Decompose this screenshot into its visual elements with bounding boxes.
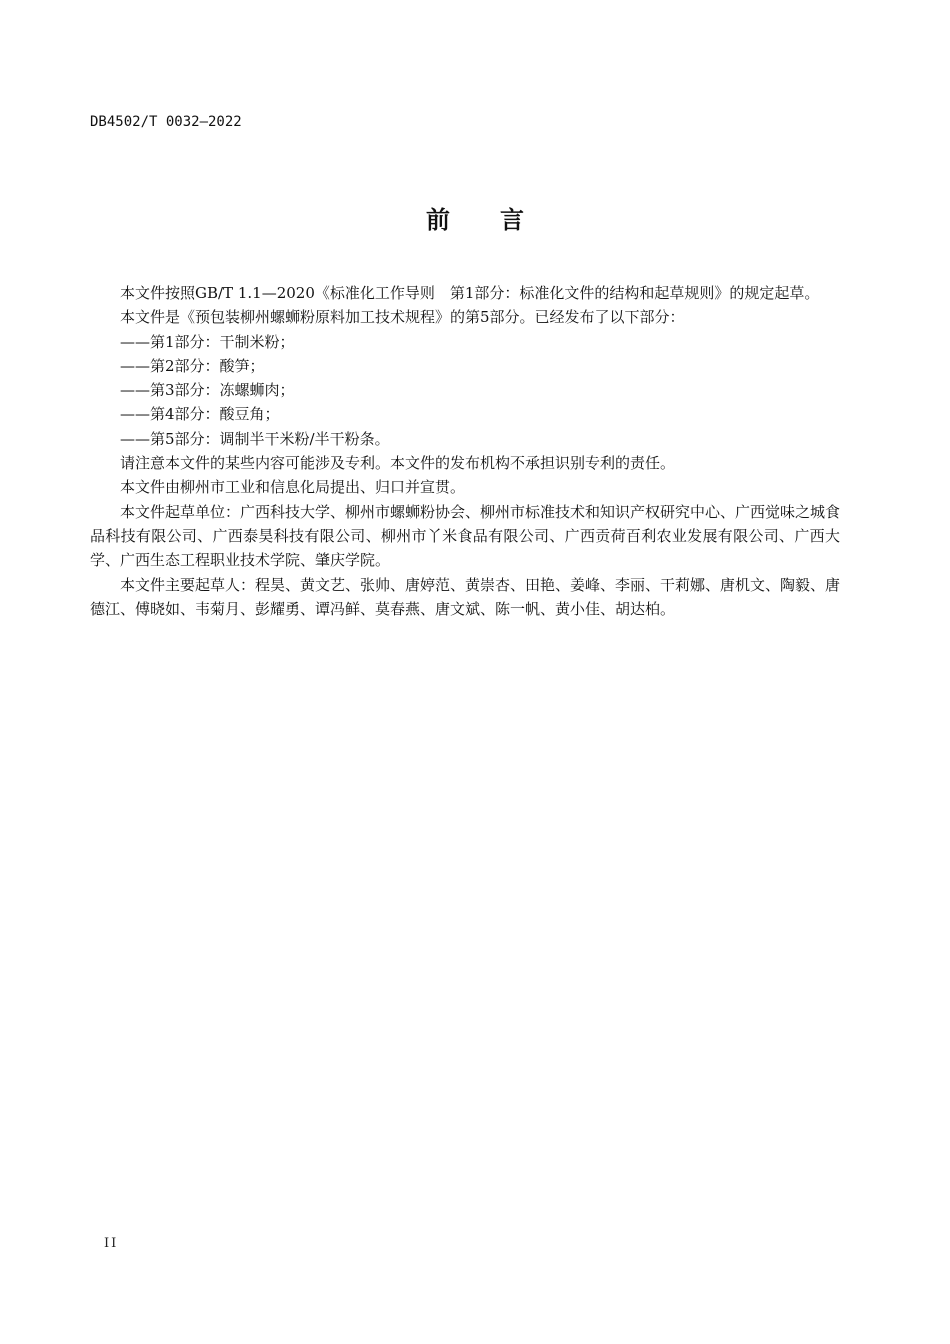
list-item-part-3: ——第3部分：冻螺蛳肉； [120, 381, 295, 400]
paragraph-patent-notice: 请注意本文件的某些内容可能涉及专利。本文件的发布机构不承担识别专利的责任。 [120, 454, 676, 473]
page-number: II [104, 1236, 119, 1251]
list-item-part-1: ——第1部分：干制米粉； [120, 332, 295, 351]
document-code: DB4502/T 0032—2022 [90, 114, 242, 130]
list-item-part-5: ——第5部分：调制半干米粉/半干粉条。 [120, 429, 390, 448]
paragraph-parts-intro: 本文件是《预包装柳州螺蛳粉原料加工技术规程》的第5部分。已经发布了以下部分： [120, 308, 685, 327]
page-title: 前言 [426, 206, 574, 234]
list-item-part-2: ——第2部分：酸笋； [120, 356, 265, 375]
list-item-part-4: ——第4部分：酸豆角； [120, 405, 280, 424]
paragraph-proposer: 本文件由柳州市工业和信息化局提出、归口并宣贯。 [120, 478, 466, 497]
paragraph-drafting-basis: 本文件按照GB/T 1.1—2020《标准化工作导则 第1部分：标准化文件的结构和起草规则》的规定起草。 [120, 284, 820, 302]
paragraph-drafting-units: 本文件起草单位：广西科技大学、柳州市螺蛳粉协会、柳州市标准技术和知识产权研究中心、广西觉味之城食品科技有限公司、广西泰昊科技有限公司、柳州市丫米食品有限公司、广西贡荷百利农业发展有限公司、广西大学、广西生态工程职业技术学院、肇庆学院。 [90, 502, 841, 570]
paragraph-drafters: 本文件主要起草人：程昊、黄文艺、张帅、唐婷范、黄崇杏、田艳、姜峰、李丽、干莉娜、唐机文、陶毅、唐德江、傅晓如、韦菊月、彭耀勇、谭冯鲜、莫春燕、唐文斌、陈一帆、黄小佳、胡达柏。 [90, 575, 841, 618]
foreword-body [90, 281, 840, 621]
